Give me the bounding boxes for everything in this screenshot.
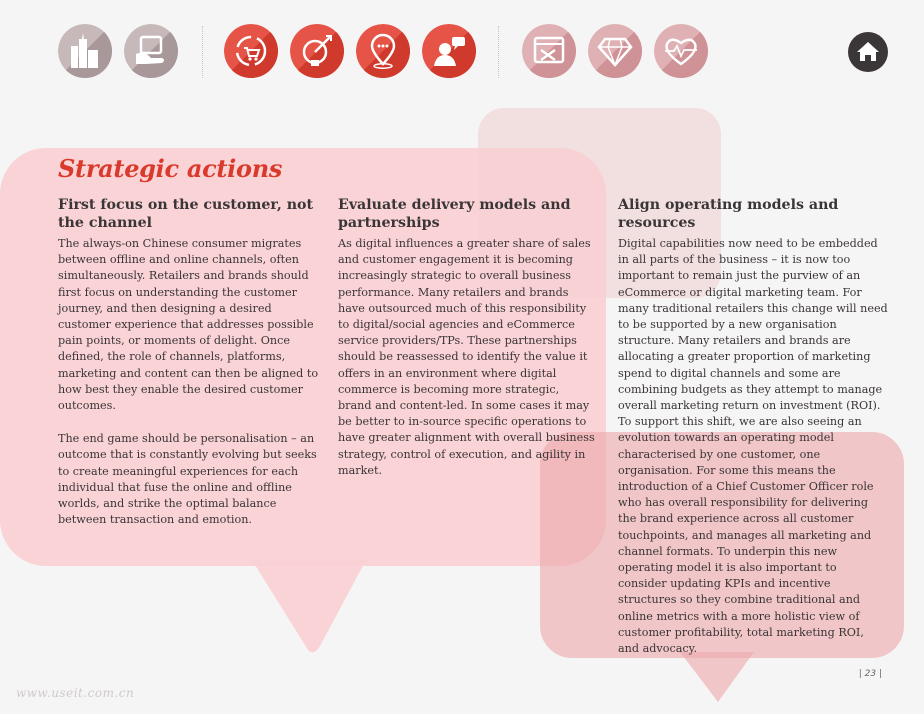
column-operating-models bbox=[618, 196, 888, 674]
watermark: www.useit.com.cn bbox=[16, 686, 135, 700]
column-heading: Evaluate delivery models and partnerships bbox=[338, 197, 571, 231]
column-paragraph: Digital capabilities now need to be embedded in all parts of the business – it is now too important to remain just the purview of an eCommerce or digital marketing team. For many traditional retailers this change will need to be supported by a new organisation structure. Many retailers and brands are allocating a greater proportion of marketing spend to digital channels and some are combining budgets as they attempt to manage overall marketing return on investment (ROI). To support this shift, we are also seeing an evolution towards an operating model characterised by one customer, one organisation. For some this means the introduction of a Chief Customer Officer role who has overall responsibility for delivering the brand experience across all customer touchpoints, and manages all marketing and channel formats. To underpin this new operating model it is also important to consider updating KPIs and incentive structures so they combine traditional and online metrics with a more holistic view of customer profitability, total marketing ROI, and advocacy. bbox=[618, 237, 888, 656]
page-title: Strategic actions bbox=[58, 154, 283, 183]
column-heading: Align operating models and resources bbox=[618, 197, 839, 231]
column-customer-focus bbox=[58, 196, 324, 545]
column-delivery-models bbox=[338, 196, 596, 496]
column-heading: First focus on the customer, not the channel bbox=[58, 197, 314, 231]
page-number: | 23 | bbox=[858, 669, 882, 679]
column-paragraph: The end game should be personalisation – an outcome that is constantly evolving but seeks to create meaningful experiences for each individual that fuse the online and offline worlds, and strike the optimal balance between transaction and emotion. bbox=[58, 432, 317, 527]
column-paragraph: As digital influences a greater share of sales and customer engagement it is becoming increasingly strategic to overall business performance. Many retailers and brands have outsourced much of this responsibility to digital/social agencies and eCommerce service providers/TPs. These partnerships should be reassessed to identify the value it offers in an environment where digital commerce is becoming more strategic, brand and content-led. In some cases it may be better to in-source specific operations to have greater alignment with overall business strategy, control of execution, and agility in market. bbox=[338, 237, 595, 477]
column-paragraph: The always-on Chinese consumer migrates between offline and online channels, often simultaneously. Retailers and brands should first focus on understanding the customer journey, and then designing a desired customer experience that addresses possible pain points, or moments of delight. Once defined, the role of channels, platforms, marketing and content can then be aligned to how best they enable the desired customer outcomes. bbox=[58, 237, 319, 413]
